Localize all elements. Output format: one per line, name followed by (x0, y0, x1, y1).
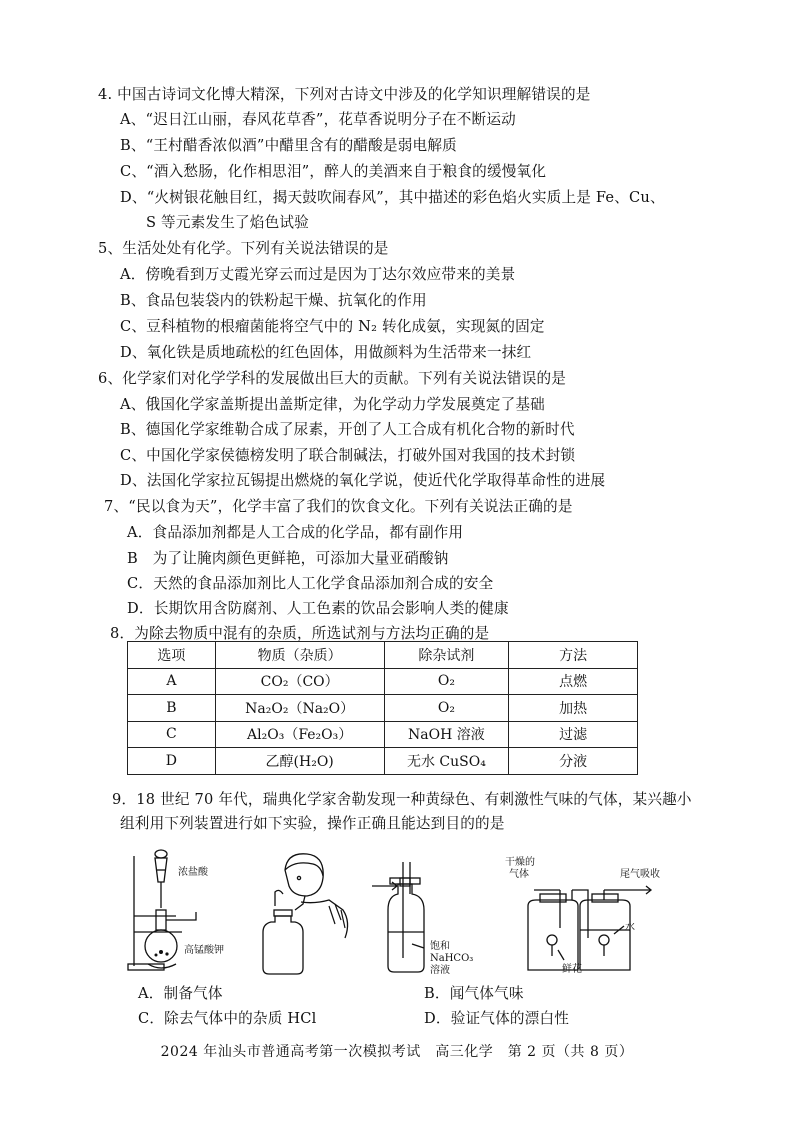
q8-options-table (127, 641, 638, 775)
table-row (128, 668, 638, 695)
q6-stem: 6、化学家们对化学学科的发展做出巨大的贡献。下列有关说法错误的是 (98, 370, 567, 387)
header-cell: 除杂试剂 (384, 642, 509, 669)
q9-stem: 9．18 世纪 70 年代，瑞典化学家舍勒发现一种黄绿色、有刺激性气味的气体，某兴趣小 (112, 791, 692, 808)
table-cell: 加热 (509, 695, 638, 722)
q4-option-b: B、“王村醋香浓似酒”中醋里含有的醋酸是弱电解质 (120, 137, 457, 154)
label-kmno4: 高锰酸钾 (184, 945, 224, 956)
q9-option-b: B．闻气体气味 (424, 985, 524, 1002)
table-cell: C (128, 721, 216, 748)
table-cell: NaOH 溶液 (384, 721, 509, 748)
table-cell: B (128, 695, 216, 722)
q7-option-d: D．长期饮用含防腐剂、人工色素的饮品会影响人类的健康 (127, 600, 509, 617)
table-row (128, 748, 638, 775)
q5-option-b: B、食品包装袋内的铁粉起干燥、抗氧化的作用 (120, 292, 427, 309)
table-cell: 点燃 (509, 668, 638, 695)
figure-c-wash-bottle (370, 848, 485, 978)
figure-b-smelling-gas (255, 848, 360, 978)
table-cell: Na₂O₂（Na₂O） (215, 695, 384, 722)
table-cell: Al₂O₃（Fe₂O₃） (215, 721, 384, 748)
header-cell: 物质（杂质） (215, 642, 384, 669)
q5-stem: 5、生活处处有化学。下列有关说法错误的是 (98, 240, 389, 257)
label-dry: 干燥的 (505, 857, 535, 868)
table-cell: O₂ (384, 668, 509, 695)
q6-option-d: D、法国化学家拉瓦锡提出燃烧的氧化学说，使近代化学取得革命性的进展 (120, 472, 606, 489)
q5-option-a: A．傍晚看到万丈霞光穿云而过是因为丁达尔效应带来的美景 (120, 266, 516, 283)
q4-stem: 4. 中国古诗词文化博大精深，下列对古诗文中涉及的化学知识理解错误的是 (98, 86, 591, 103)
page-footer: 2024 年汕头市普通高考第一次模拟考试 高三化学 第 2 页（共 8 页） (160, 1044, 634, 1060)
q9-option-c: C．除去气体中的杂质 HCl (138, 1010, 317, 1027)
q5-option-c: C、豆科植物的根瘤菌能将空气中的 N₂ 转化成氨，实现氮的固定 (120, 318, 545, 335)
label-nahco3: NaHCO₃ (430, 953, 474, 964)
table-header-row (128, 642, 638, 669)
header-cell: 选项 (128, 642, 216, 669)
q6-option-c: C、中国化学家侯德榜发明了联合制碱法，打破外国对我国的技术封锁 (120, 447, 576, 464)
table-cell: 过滤 (509, 721, 638, 748)
table-cell: A (128, 668, 216, 695)
person-smelling-drawing (255, 848, 360, 978)
q9-stem-cont: 组利用下列装置进行如下实验，操作正确且能达到目的的是 (120, 815, 505, 832)
label-flower: 鲜花 (562, 964, 582, 975)
label-solution: 溶液 (430, 965, 450, 976)
header-cell: 方法 (509, 642, 638, 669)
label-tail-gas: 尾气吸收 (620, 869, 660, 880)
label-water: 水 (625, 922, 635, 933)
q6-option-b: B、德国化学家维勒合成了尿素，开创了人工合成有机化合物的新时代 (120, 421, 575, 438)
q4-option-d: D、“火树银花触目红，揭天鼓吹闹春风”，其中描述的彩色焰火实质上是 Fe、Cu、 (120, 189, 665, 206)
q4-option-c: C、“酒入愁肠，化作相思泪”，醉人的美酒来自于粮食的缓慢氧化 (120, 163, 547, 180)
q5-option-d: D、氧化铁是质地疏松的红色固体，用做颜料为生活带来一抹红 (120, 344, 532, 361)
table-cell: 分液 (509, 748, 638, 775)
q7-option-b: B 为了让腌肉颜色更鲜艳，可添加大量亚硝酸钠 (127, 550, 449, 567)
label-saturated: 饱和 (430, 941, 450, 952)
q4-option-d-cont: S 等元素发生了焰色试验 (146, 214, 309, 231)
q9-option-d: D．验证气体的漂白性 (424, 1010, 570, 1027)
q6-option-a: A、俄国化学家盖斯提出盖斯定律，为化学动力学发展奠定了基础 (120, 396, 545, 413)
figure-d-bleaching-test (500, 842, 680, 982)
label-gas: 气体 (509, 869, 529, 880)
table-cell: 无水 CuSO₄ (384, 748, 509, 775)
q8-stem: 8．为除去物质中混有的杂质，所选试剂与方法均正确的是 (110, 625, 490, 642)
q9-option-a: A．制备气体 (138, 985, 223, 1002)
table-row (128, 695, 638, 722)
q7-option-a: A．食品添加剂都是人工合成的化学品，都有副作用 (127, 524, 464, 541)
q7-stem: 7、“民以食为天”，化学丰富了我们的饮食文化。下列有关说法正确的是 (104, 498, 573, 515)
table-cell: D (128, 748, 216, 775)
q4-option-a: A、“迟日江山丽，春风花草香”，花草香说明分子在不断运动 (120, 111, 516, 128)
table-cell: 乙醇(H₂O) (215, 748, 384, 775)
q7-option-c: C．天然的食品添加剂比人工化学食品添加剂合成的安全 (127, 575, 494, 592)
table-row (128, 721, 638, 748)
figure-a-gas-generator (126, 848, 236, 978)
table-cell: O₂ (384, 695, 509, 722)
label-conc-hcl: 浓盐酸 (178, 867, 208, 878)
table-cell: CO₂（CO） (215, 668, 384, 695)
